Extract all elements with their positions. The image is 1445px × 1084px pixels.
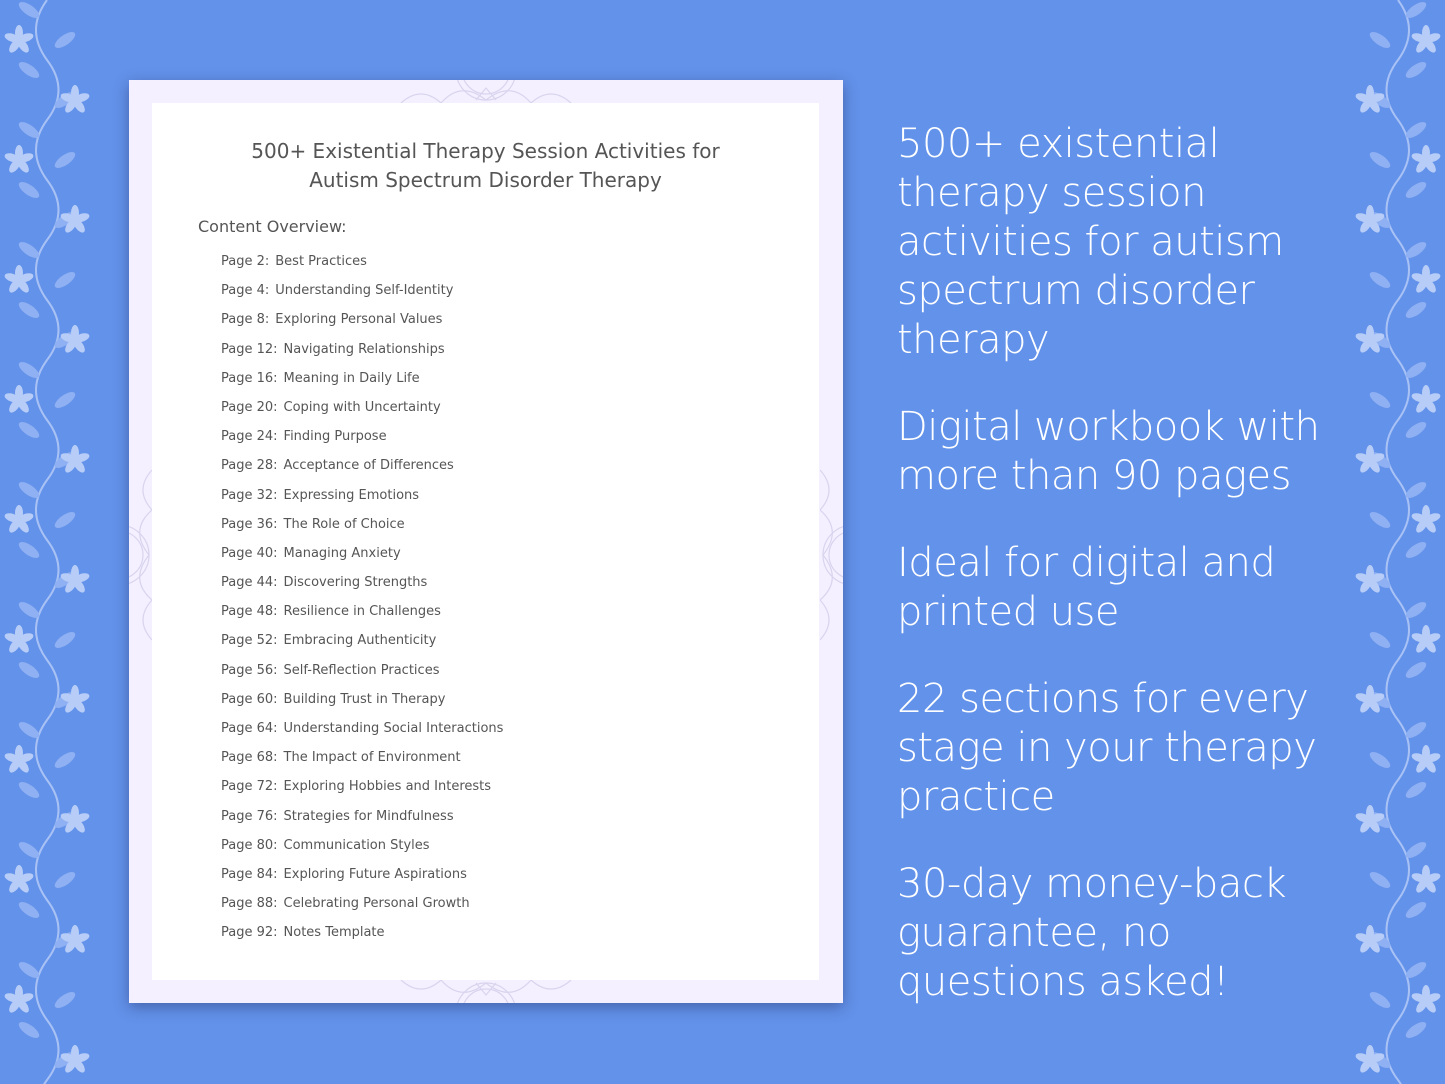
toc-item bbox=[221, 517, 503, 546]
toc-section-title: Acceptance of Differences bbox=[283, 458, 454, 474]
toc-page-number: Page 40: bbox=[221, 545, 278, 561]
toc-item bbox=[221, 604, 503, 633]
toc-item bbox=[221, 458, 503, 487]
toc-item bbox=[221, 312, 503, 341]
toc-item bbox=[221, 809, 503, 838]
toc-page-number: Page 24: bbox=[221, 429, 278, 445]
toc-section-title: Exploring Personal Values bbox=[275, 312, 443, 328]
toc-section-title: Meaning in Daily Life bbox=[283, 370, 420, 386]
toc-section-title: Best Practices bbox=[275, 254, 367, 269]
feature-text: 30-day money-back guarantee, no questions asked! bbox=[897, 861, 1286, 1005]
toc-page-number: Page 60: bbox=[221, 691, 278, 707]
toc-page-number: Page 48: bbox=[221, 604, 278, 620]
toc-section-title: Notes Template bbox=[283, 925, 385, 941]
toc-item bbox=[221, 429, 503, 458]
table-of-contents bbox=[221, 254, 503, 955]
toc-section-title: The Impact of Environment bbox=[283, 750, 461, 766]
feature-list bbox=[897, 120, 1367, 1045]
toc-page-number: Page 80: bbox=[221, 837, 278, 853]
toc-section-title: Embracing Authenticity bbox=[283, 633, 437, 649]
toc-page-number: Page 16: bbox=[221, 370, 278, 386]
toc-section-title: Exploring Future Aspirations bbox=[283, 866, 467, 882]
toc-item bbox=[221, 750, 503, 779]
toc-section-title: Navigating Relationships bbox=[283, 341, 445, 357]
toc-item bbox=[221, 342, 503, 371]
toc-section-title: Coping with Uncertainty bbox=[283, 399, 441, 415]
mandala-left-ornament bbox=[129, 450, 152, 660]
toc-section-title: Expressing Emotions bbox=[283, 487, 420, 503]
title-line-1: 500+ Existential Therapy Session Activities for bbox=[251, 139, 720, 163]
left-floral-vine-decoration bbox=[0, 0, 95, 1084]
toc-page-number: Page 32: bbox=[221, 487, 278, 503]
toc-section-title: Managing Anxiety bbox=[283, 545, 401, 561]
mandala-bottom-ornament bbox=[381, 980, 591, 1003]
toc-page-number: Page 36: bbox=[221, 516, 278, 532]
toc-page-number: Page 84: bbox=[221, 866, 278, 882]
toc-section-title: Celebrating Personal Growth bbox=[283, 896, 470, 912]
toc-item bbox=[221, 721, 503, 750]
toc-item bbox=[221, 400, 503, 429]
toc-item bbox=[221, 925, 503, 954]
toc-section-title: Building Trust in Therapy bbox=[283, 691, 446, 707]
toc-page-number: Page 92: bbox=[221, 925, 278, 941]
feature-text: 500+ existential therapy session activities for autism spectrum disorder therapy bbox=[897, 121, 1284, 363]
title-line-2: Autism Spectrum Disorder Therapy bbox=[309, 168, 662, 192]
toc-item bbox=[221, 663, 503, 692]
toc-section-title: Strategies for Mindfulness bbox=[283, 808, 454, 824]
page-title bbox=[152, 137, 819, 195]
toc-page-number: Page 52: bbox=[221, 633, 278, 649]
toc-page-number: Page 4: bbox=[221, 283, 270, 299]
toc-page-number: Page 88: bbox=[221, 896, 278, 912]
toc-page-number: Page 12: bbox=[221, 341, 278, 357]
toc-section-title: Discovering Strengths bbox=[283, 575, 428, 591]
toc-page-number: Page 64: bbox=[221, 721, 278, 736]
feature-text: Digital workbook with more than 90 pages bbox=[897, 404, 1320, 499]
toc-section-title: Communication Styles bbox=[283, 837, 430, 853]
toc-item bbox=[221, 633, 503, 662]
toc-section-title: Understanding Social Interactions bbox=[283, 721, 504, 736]
workbook-preview bbox=[129, 80, 843, 1003]
feature-text: 22 sections for every stage in your therapy practice bbox=[897, 676, 1317, 820]
workbook-page bbox=[152, 103, 819, 980]
feature-text: Ideal for digital and printed use bbox=[897, 540, 1276, 635]
toc-page-number: Page 76: bbox=[221, 808, 278, 824]
mandala-right-ornament bbox=[820, 450, 843, 660]
content-overview-label: Content Overview: bbox=[198, 217, 347, 236]
toc-item bbox=[221, 575, 503, 604]
toc-page-number: Page 2: bbox=[221, 254, 270, 269]
toc-page-number: Page 8: bbox=[221, 312, 270, 328]
toc-item bbox=[221, 896, 503, 925]
toc-item bbox=[221, 779, 503, 808]
toc-item bbox=[221, 283, 503, 312]
toc-section-title: Resilience in Challenges bbox=[283, 604, 441, 620]
mandala-top-ornament bbox=[381, 80, 591, 103]
toc-page-number: Page 44: bbox=[221, 575, 278, 591]
toc-section-title: Self-Reflection Practices bbox=[283, 662, 440, 678]
toc-page-number: Page 28: bbox=[221, 458, 278, 474]
toc-item bbox=[221, 838, 503, 867]
toc-section-title: Exploring Hobbies and Interests bbox=[283, 779, 492, 795]
toc-section-title: The Role of Choice bbox=[283, 516, 405, 532]
toc-item bbox=[221, 488, 503, 517]
toc-item bbox=[221, 254, 503, 283]
toc-item bbox=[221, 546, 503, 575]
toc-page-number: Page 72: bbox=[221, 779, 278, 795]
toc-item bbox=[221, 371, 503, 400]
toc-page-number: Page 56: bbox=[221, 662, 278, 678]
toc-page-number: Page 68: bbox=[221, 750, 278, 766]
toc-section-title: Finding Purpose bbox=[283, 429, 387, 445]
toc-item bbox=[221, 692, 503, 721]
toc-page-number: Page 20: bbox=[221, 399, 278, 415]
toc-item bbox=[221, 867, 503, 896]
toc-section-title: Understanding Self-Identity bbox=[275, 283, 454, 299]
